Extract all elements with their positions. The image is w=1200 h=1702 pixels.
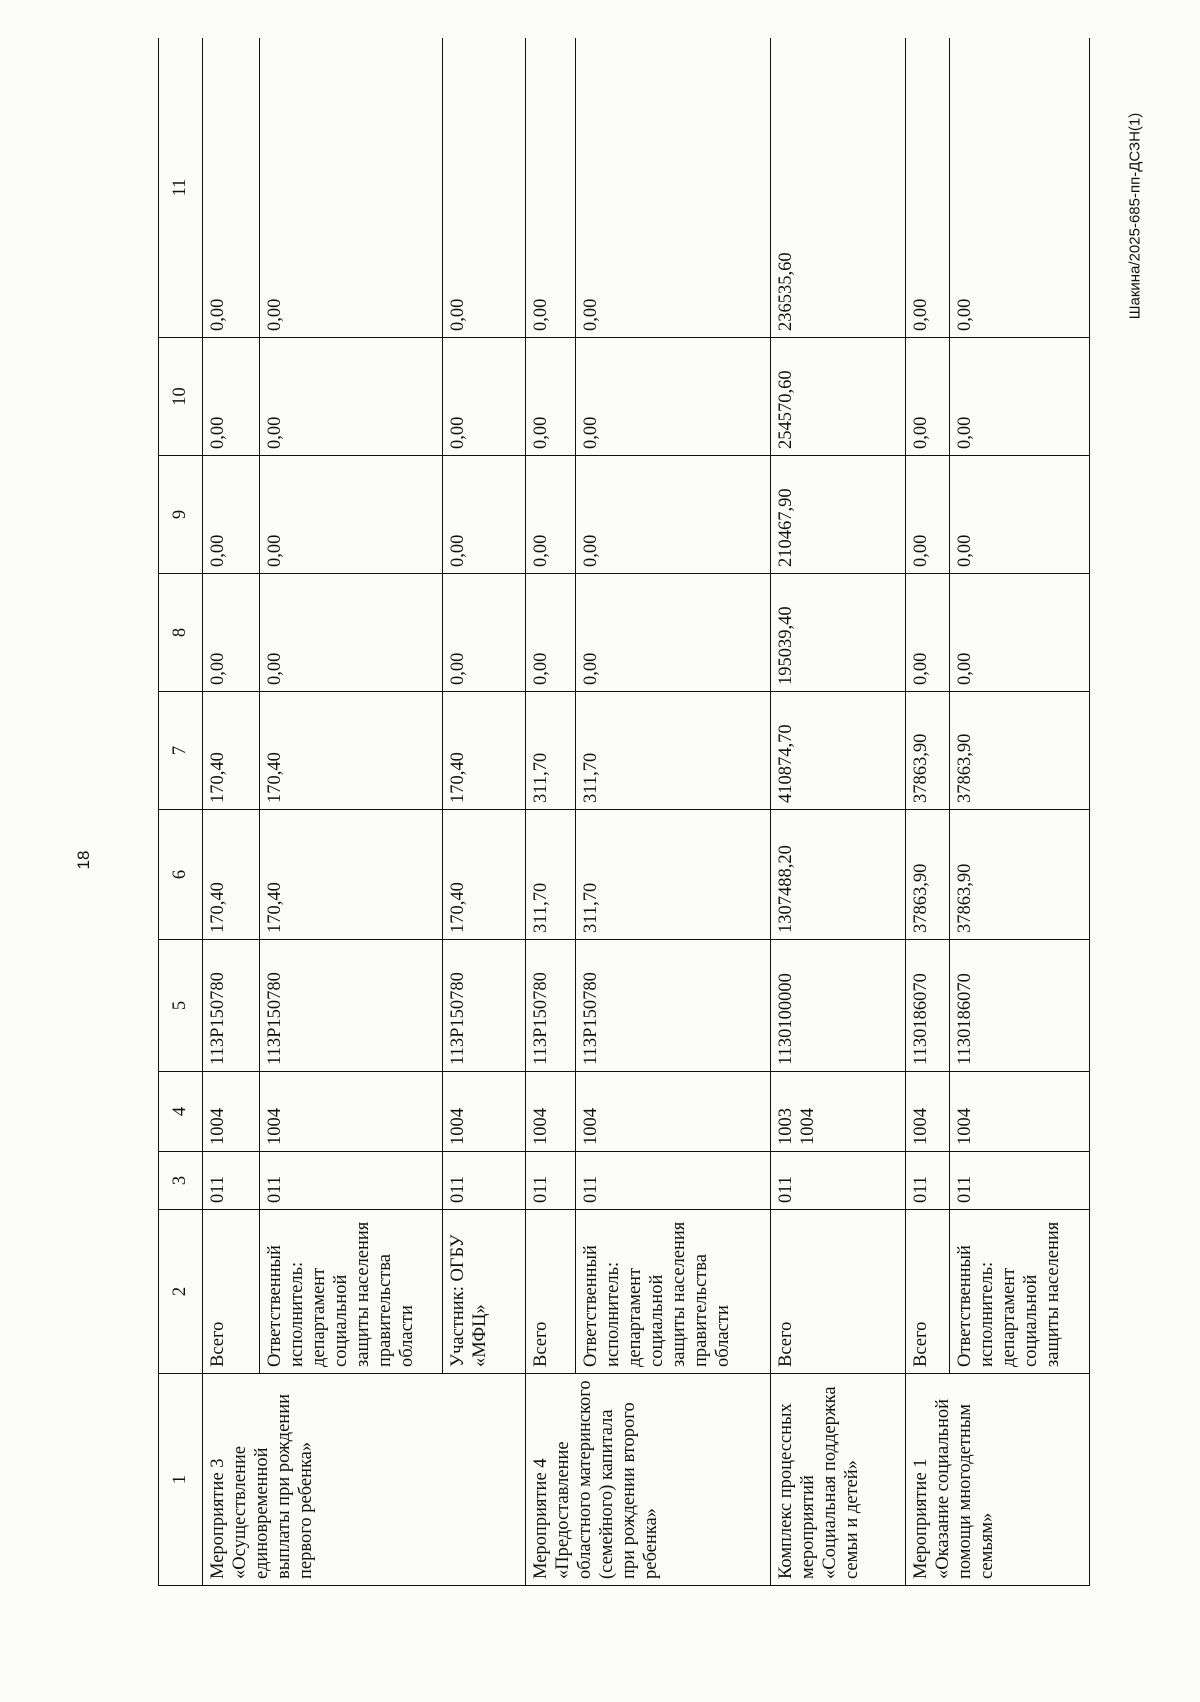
code-cell: 011 <box>906 1152 950 1210</box>
value-cell: 311,70 <box>526 810 576 940</box>
code-cell: 011 <box>950 1152 1090 1210</box>
value-cell: 0,00 <box>950 456 1090 574</box>
value-cell: 0,00 <box>443 38 526 338</box>
value-cell: 236535,60 <box>770 38 905 338</box>
header-cell: 5 <box>159 940 203 1072</box>
value-cell: 170,40 <box>202 692 259 810</box>
value-cell: 0,00 <box>443 456 526 574</box>
table-row <box>770 38 905 1586</box>
value-cell: 410874,70 <box>770 692 905 810</box>
value-cell: 0,00 <box>906 38 950 338</box>
value-cell: 37863,90 <box>906 692 950 810</box>
value-cell: 170,40 <box>202 810 259 940</box>
executor-cell: Участник: ОГБУ «МФЦ» <box>443 1210 526 1374</box>
table-row <box>443 38 526 1586</box>
value-cell: 0,00 <box>526 456 576 574</box>
value-cell: 37863,90 <box>906 810 950 940</box>
executor-cell: Ответственный исполнитель: департамент социальной защиты населения правительства области <box>576 1210 771 1374</box>
value-cell: 0,00 <box>576 456 771 574</box>
header-cell: 8 <box>159 574 203 692</box>
executor-cell: Всего <box>526 1210 576 1374</box>
value-cell: 0,00 <box>443 338 526 456</box>
header-row <box>159 38 203 1586</box>
executor-cell: Всего <box>770 1210 905 1374</box>
value-cell: 0,00 <box>950 38 1090 338</box>
value-cell: 0,00 <box>526 338 576 456</box>
value-cell: 0,00 <box>443 574 526 692</box>
value-cell: 170,40 <box>259 810 443 940</box>
target-item-cell: 113Р150780 <box>202 940 259 1072</box>
value-cell: 0,00 <box>906 574 950 692</box>
value-cell: 0,00 <box>202 456 259 574</box>
value-cell: 37863,90 <box>950 692 1090 810</box>
header-cell: 1 <box>159 1374 203 1586</box>
section-cell: 1004 <box>202 1072 259 1152</box>
section-cell: 1004 <box>443 1072 526 1152</box>
header-cell: 7 <box>159 692 203 810</box>
value-cell: 0,00 <box>950 338 1090 456</box>
header-cell: 9 <box>159 456 203 574</box>
table-row <box>950 38 1090 1586</box>
value-cell: 0,00 <box>906 338 950 456</box>
activity-name-cell: Мероприятие 1 «Оказание социальной помощи многодетным семьям» <box>906 1374 1090 1586</box>
value-cell: 0,00 <box>906 456 950 574</box>
value-cell: 195039,40 <box>770 574 905 692</box>
target-item-cell: 1130186070 <box>906 940 950 1072</box>
target-item-cell: 1130186070 <box>950 940 1090 1072</box>
header-cell: 2 <box>159 1210 203 1374</box>
table-row <box>526 38 576 1586</box>
value-cell: 0,00 <box>259 456 443 574</box>
value-cell: 0,00 <box>526 574 576 692</box>
rotated-table-container <box>158 38 1090 1586</box>
executor-cell: Всего <box>906 1210 950 1374</box>
value-cell: 0,00 <box>202 338 259 456</box>
code-cell: 011 <box>202 1152 259 1210</box>
value-cell: 0,00 <box>576 574 771 692</box>
section-cell: 1004 <box>906 1072 950 1152</box>
value-cell: 0,00 <box>202 38 259 338</box>
table-viewport <box>158 38 1090 1586</box>
value-cell: 0,00 <box>259 38 443 338</box>
code-cell: 011 <box>526 1152 576 1210</box>
section-cell: 1004 <box>259 1072 443 1152</box>
page-number: 18 <box>74 850 93 870</box>
value-cell: 0,00 <box>526 38 576 338</box>
target-item-cell: 113Р150780 <box>259 940 443 1072</box>
budget-table <box>158 38 1090 1586</box>
value-cell: 1307488,20 <box>770 810 905 940</box>
target-item-cell: 113Р150780 <box>576 940 771 1072</box>
document-id: Шакина/2025-685-пп-ДСЗН(1) <box>1126 112 1144 320</box>
section-cell: 1004 <box>576 1072 771 1152</box>
value-cell: 170,40 <box>259 692 443 810</box>
section-code: 1003 <box>775 1108 796 1145</box>
value-cell: 0,00 <box>259 574 443 692</box>
activity-name-cell: Мероприятие 3 «Осуществление единовременной выплаты при рождении первого ребенка» <box>202 1374 525 1586</box>
header-cell: 6 <box>159 810 203 940</box>
value-cell: 170,40 <box>443 810 526 940</box>
header-cell: 11 <box>159 38 203 338</box>
value-cell: 311,70 <box>526 692 576 810</box>
table-row <box>576 38 771 1586</box>
target-item-cell: 113Р150780 <box>443 940 526 1072</box>
section-code: 1004 <box>797 1108 818 1145</box>
table-row <box>202 38 259 1586</box>
value-cell: 0,00 <box>576 38 771 338</box>
value-cell: 170,40 <box>443 692 526 810</box>
value-cell: 0,00 <box>950 574 1090 692</box>
target-item-cell: 113Р150780 <box>526 940 576 1072</box>
value-cell: 37863,90 <box>950 810 1090 940</box>
header-cell: 3 <box>159 1152 203 1210</box>
activity-name-cell: Комплекс процессных мероприятий «Социальная поддержка семьи и детей» <box>770 1374 905 1586</box>
activity-name-cell: Мероприятие 4 «Предоставление областного материнского (семейного) капитала при рождении второго ребенка» <box>526 1374 771 1586</box>
value-cell: 311,70 <box>576 692 771 810</box>
value-cell: 210467,90 <box>770 456 905 574</box>
executor-cell: Ответственный исполнитель: департамент социальной защиты населения правительства области <box>259 1210 443 1374</box>
section-cell <box>770 1072 905 1152</box>
section-cell: 1004 <box>526 1072 576 1152</box>
table-row <box>906 38 950 1586</box>
target-item-cell: 1130100000 <box>770 940 905 1072</box>
table-row <box>259 38 443 1586</box>
code-cell: 011 <box>443 1152 526 1210</box>
value-cell: 0,00 <box>259 338 443 456</box>
code-cell: 011 <box>259 1152 443 1210</box>
code-cell: 011 <box>770 1152 905 1210</box>
value-cell: 311,70 <box>576 810 771 940</box>
code-cell: 011 <box>576 1152 771 1210</box>
value-cell: 254570,60 <box>770 338 905 456</box>
executor-cell: Ответственный исполнитель: департамент социальной защиты населения <box>950 1210 1090 1374</box>
header-cell: 10 <box>159 338 203 456</box>
value-cell: 0,00 <box>202 574 259 692</box>
header-cell: 4 <box>159 1072 203 1152</box>
value-cell: 0,00 <box>576 338 771 456</box>
executor-cell: Всего <box>202 1210 259 1374</box>
section-cell: 1004 <box>950 1072 1090 1152</box>
